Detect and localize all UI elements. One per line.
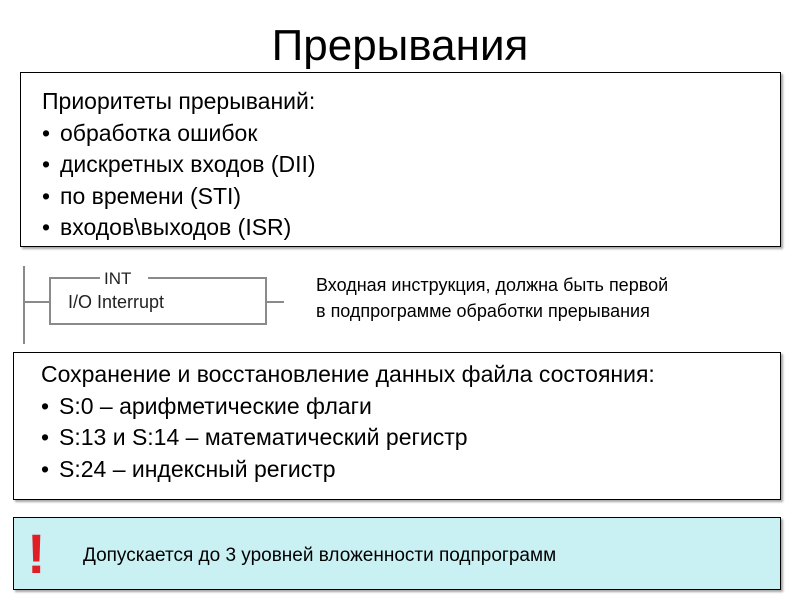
int-mnemonic: INT [104,269,132,288]
priority-item [42,149,780,181]
priority-item-text: дискретных входов (DII) [60,151,316,177]
status-item-text: S:13 и S:14 – математический регистр [59,424,468,450]
warning-text: Допускается до 3 уровней вложенности подпрограмм [83,545,557,566]
priority-item [42,212,780,244]
bullet: • [42,214,51,240]
bullet: • [41,392,50,419]
priorities-box [20,72,781,247]
status-item [41,391,780,423]
bullet: • [42,182,51,209]
priority-item-text: входов\выходов (ISR) [60,214,292,240]
priority-item [42,118,780,150]
bullet: • [41,455,50,482]
status-item [41,454,780,486]
priorities-heading: Приоритеты прерываний: [42,88,316,114]
bullet: • [42,151,51,177]
priority-item-text: по времени (STI) [60,182,242,209]
int-note-line1: Входная инструкция, должна быть первой [316,275,669,295]
bullet: • [41,424,50,450]
int-instruction-diagram [0,258,300,348]
priority-item-text: обработка ошибок [60,119,258,146]
status-item [41,422,780,454]
int-note [316,272,668,324]
exclamation-icon: ! [27,522,46,585]
page-title: Прерывания [271,21,529,70]
int-note-line2: в подпрограмме обработки прерывания [316,301,650,321]
bullet: • [42,119,51,146]
status-item-text: S:0 – арифметические флаги [59,392,372,419]
status-save-box [13,352,781,500]
priority-item [42,181,780,213]
status-item-text: S:24 – индексный регистр [59,455,336,482]
status-heading: Сохранение и восстановление данных файла состояния: [41,361,655,387]
int-instruction-name: I/O Interrupt [68,292,165,312]
